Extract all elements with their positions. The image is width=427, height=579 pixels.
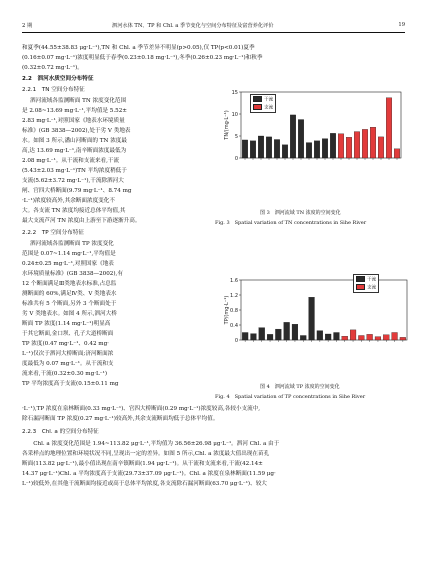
subsection-heading: 2.2.1 TN 空间分布特征 [22,87,85,93]
bar [338,134,344,158]
tp-line: 0.24±0.25 mg·L⁻¹,对照国家《地表 [22,261,114,267]
bar [251,334,257,340]
tn-line: 标准》(GB 3838—2002),处于劣 V 类地表 [22,128,131,134]
tp-line: TP 浓度(0.47 mg·L⁻¹、0.42 mg· [22,341,109,347]
legend-label: 干流 [367,277,376,283]
bar [282,145,288,158]
tp-line: 范围是 0.07~1.14 mg·L⁻¹,平均值是 [22,251,116,257]
legend-swatch-tributary [356,284,365,290]
plot-frame [241,277,407,340]
bar [325,334,331,340]
chl-line: Chl. a 浓度变化范围是 1.94~113.82 μg·L⁻¹,平均值为 36.56±26.98 μg·L⁻¹。泗河 Chl. a 由于 [22,441,280,447]
issue-number: 2 期 [22,23,33,29]
y-tick-label: 0.4 [230,322,238,329]
y-tick-label: 0 [234,155,238,162]
chl-line: 各采样点的地理位置和环境状况不同,呈现出一定的差异。如图 5 所示,Chl. a 浓度最大值出现在苗孔 [22,451,270,457]
legend-swatch-tributary [253,104,262,110]
bar [242,140,248,158]
tn-line: (5.43±2.03 mg·L⁻¹)TN 平均浓度稍低于 [22,168,127,174]
chl-line: 14.37 μg·L⁻¹)Chl. a 平均浓度高于支流(29.73±37.09 μg·L⁻¹)。Chl. a 浓度在泉林断面(11.59 μg· [22,471,276,477]
y-tick-label: 0.8 [230,307,238,314]
bar [354,132,360,158]
bar [259,328,265,340]
bar [322,139,328,158]
bar [266,137,272,158]
bar [334,333,340,341]
y-axis-label: TP/(mg·L⁻¹) [224,295,230,325]
tp-bar-chart [205,268,415,380]
running-header [22,22,405,32]
bar [250,141,256,158]
tp-line: 水环境质量标准》(GB 3838—2002),有 [22,271,123,277]
tp-line: 标准共有 5 个断面,另外 3 个断面处于 [22,301,117,307]
tp-line: 断面 TP 浓度(1.14 mg·L⁻¹)明显高 [22,321,111,327]
tn-line: 闸、官四大桥断面(9.79 mg·L⁻¹、8.74 mg [22,188,132,194]
tp-line: TP 平均浓度高于支流(0.15±0.11 mg [22,381,119,387]
bar [375,337,381,340]
tn-line: 2.83 mg·L⁻¹,对照国家《地表水环境质量 [22,118,125,124]
bar [292,324,298,340]
y-axis-label: TN/(mg·L⁻¹) [224,110,230,140]
header-rule [22,32,405,33]
bar [284,322,290,340]
body-line: (0.32±0.72 mg·L⁻¹)。 [22,65,83,71]
y-tick-label: 1.2 [230,292,238,299]
bar [274,140,280,158]
tp-line: 度最低为 0.07 mg·L⁻¹。从干流和支 [22,361,114,367]
tp-line: 流来看,干流(0.32±0.30 mg·L⁻¹) [22,371,108,377]
legend-label: 支流 [367,285,376,290]
bar [317,331,323,340]
bar [370,127,376,158]
tp-line: 于其它断面,金口坝、孔子大道桥断面 [22,331,114,337]
legend-swatch-mainstream [253,96,262,102]
bar [258,136,264,158]
chart-legend [250,94,276,113]
bar [342,336,348,340]
tn-line: 2.08 mg·L⁻¹。从干流和支流来看,干流 [22,158,120,164]
bar [383,335,389,340]
bar [275,329,281,340]
tn-line: 高,达 13.69 mg·L⁻¹,南辛断面浓度最低为 [22,148,127,154]
y-tick-label: 15 [231,89,238,96]
chart-legend [353,274,379,293]
bar [394,149,400,158]
tn-line: 泗河流域各监测断面 TN 浓度变化范围 [30,98,127,104]
bar [290,115,296,158]
figure-3-caption-cn: 图 3 泗河流域 TN 浓度的空间变化 [260,210,341,216]
bar [298,120,304,158]
bar [300,336,306,341]
subsection-heading: 2.2.3 Chl. a 的空间分布特征 [22,429,99,435]
section-heading: 2.2 泗河水质空间分布特征 [22,76,94,82]
chl-line: 断面(113.82 μg·L⁻¹),最小值出现在南辛镇断面(1.94 μg·L⁻¹)。从干流和支流来看,干流(42.14± [22,461,263,467]
body-line: ·L⁻¹),TP 浓度在泉林断面(0.33 mg·L⁻¹)、官四大桥断面(0.29 mg·L⁻¹)浓度较高,各较小支流中, [22,406,261,412]
bar [386,98,392,158]
body-line: 除石漏河断面 TP 浓度(0.27 mg·L⁻¹)较高外,其余支流断面均低于总体平均值。 [22,416,219,422]
body-line: 和夏季(44.55±38.83 μg·L⁻¹),TN 和 Chl. a 季节差异不明显(p>0.05),仅 TP(p<0.01)夏季 [22,45,255,51]
tp-line: 泗河流域各监测断面 TP 浓度变化 [30,241,114,247]
bar [358,336,364,341]
bar [306,143,312,158]
bar [362,129,368,158]
bar [309,297,315,340]
bar [330,133,336,158]
tn-bar-chart [205,88,410,206]
tp-line: L⁻¹)仅次于泗河大桥断面;济河断面浓 [22,351,114,357]
bar [350,330,356,340]
tn-line: 大。各支流 TN 浓度均接近总体平均值,其 [22,208,126,214]
bar [314,141,320,158]
tn-line: ·L⁻¹)浓度较高外,其余断面浓度变化不 [22,198,115,204]
legend-label: 干流 [264,97,273,103]
figure-4 [205,268,415,400]
legend-swatch-mainstream [356,276,365,282]
running-title: 泗河水体 TN、TP 和 Chl. a 季节变化与空间分布特征及富营养化评价 [112,23,274,29]
tn-line: 最大支流芦河 TN 浓度由上游至下游逐渐升高。 [22,218,141,224]
subsection-heading: 2.2.2 TP 空间分布特征 [22,230,84,236]
tp-line: 测断面的 60%,满足Ⅳ类、V 类地表水 [22,291,117,297]
bar [400,337,406,340]
legend-label: 支流 [264,105,273,110]
figure-4-caption-cn: 图 4 泗河流域 TP 浓度的空间变化 [260,384,340,390]
page-number: 19 [398,22,405,28]
tn-line: 是 2.08~13.69 mg·L⁻¹,平均值是 5.52± [22,108,127,114]
bar [392,333,398,341]
y-tick-label: 0 [234,337,238,344]
y-tick-label: 5 [234,133,238,140]
tp-line: 12 个断面满足Ⅲ类地表水标准,占总监 [22,281,117,287]
tn-line: 水。如图 3 所示,潘山河断面的 TN 浓度最 [22,138,127,144]
chl-line: L⁻¹)较低外,在其他干流断面均接近或高于总体平均浓度,各支流除石漏河断面(63.70 μg·L⁻¹)、较大 [22,481,267,487]
tp-line: 劣 V 类地表水。如图 4 所示,泗河大桥 [22,311,117,317]
tn-line: 支流(5.62±3.72 mg·L⁻¹),干流除泗河大 [22,178,124,184]
figure-3 [205,88,410,228]
figure-4-caption-en: Fig. 4 Spatial variation of TP concentrations in Sihe River [215,394,366,400]
bar [242,333,248,341]
bar [267,334,273,340]
body-line: (0.16±0.07 mg·L⁻¹)浓度明显低于春季(0.23±0.18 mg·L⁻¹),冬季(0.26±0.23 mg·L⁻¹)和秋季 [22,55,263,61]
bar [367,334,373,340]
figure-3-caption-en: Fig. 3 Spatial variation of TN concentrations in Sihe River [215,220,367,226]
bar [378,137,384,158]
y-tick-label: 1.6 [230,277,238,284]
bar [346,137,352,158]
y-tick-label: 10 [231,111,238,118]
